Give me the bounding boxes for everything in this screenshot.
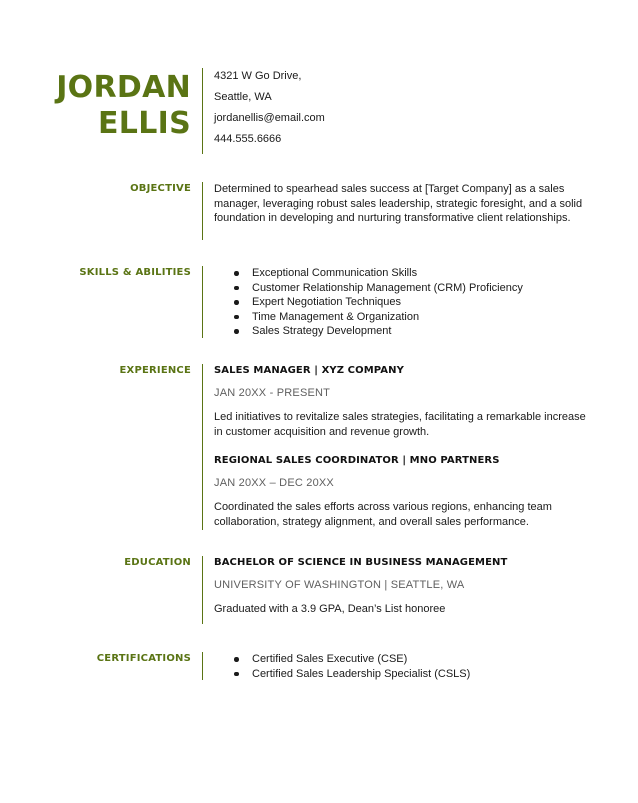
- education-section: [0, 556, 638, 626]
- name-block: [0, 70, 191, 142]
- skill-item: Customer Relationship Management (CRM) Proficiency: [252, 281, 586, 296]
- skills-label: SKILLS & ABILITIES: [79, 267, 191, 278]
- objective-text: Determined to spearhead sales success at [Target Company] as a sales manager, leveraging robust sales leadership, strategic foresight, and a solid foundation in developing and nurturing transformative client relationships.: [214, 183, 583, 224]
- experience-divider: [202, 364, 203, 530]
- header-divider: [202, 68, 203, 154]
- job-entry: [214, 454, 586, 530]
- last-name: ELLIS: [98, 106, 191, 141]
- contact-phone[interactable]: 444.555.6666: [214, 133, 282, 145]
- experience-section: [0, 364, 638, 532]
- job-description: Coordinated the sales efforts across various regions, enhancing team collaboration, strategy alignment, and overall sales performance.: [214, 501, 552, 528]
- contact-email[interactable]: jordanellis@email.com: [214, 112, 325, 124]
- certifications-section: [0, 652, 638, 682]
- education-entry: [214, 556, 586, 617]
- certifications-label-wrap: [0, 653, 191, 664]
- certifications-label: CERTIFICATIONS: [96, 653, 191, 664]
- certification-item: Certified Sales Leadership Specialist (CSLS): [252, 667, 586, 682]
- skills-divider: [202, 266, 203, 338]
- certifications-divider: [202, 652, 203, 680]
- certifications-list-wrap: [214, 652, 586, 681]
- job-title: SALES MANAGER | XYZ COMPANY: [214, 365, 404, 376]
- objective-label-wrap: [0, 183, 191, 194]
- experience-label-wrap: [0, 365, 191, 376]
- certification-item: Certified Sales Executive (CSE): [252, 652, 586, 667]
- skills-list-wrap: [214, 266, 586, 339]
- skills-list: [214, 266, 586, 339]
- education-divider: [202, 556, 203, 624]
- job-dates: JAN 20XX - PRESENT: [214, 387, 331, 399]
- school-name: UNIVERSITY OF WASHINGTON | SEATTLE, WA: [214, 579, 465, 591]
- objective-label: OBJECTIVE: [130, 183, 191, 194]
- skills-section: [0, 266, 638, 340]
- skill-item: Exceptional Communication Skills: [252, 266, 586, 281]
- skill-item: Sales Strategy Development: [252, 324, 586, 339]
- education-label: EDUCATION: [124, 557, 191, 568]
- first-name: JORDAN: [56, 70, 191, 105]
- certifications-list: [214, 652, 586, 681]
- job-dates: JAN 20XX – DEC 20XX: [214, 477, 334, 489]
- job-title: REGIONAL SALES COORDINATOR | MNO PARTNERS: [214, 455, 500, 466]
- contact-block: [214, 66, 586, 150]
- job-entry: [214, 364, 586, 440]
- experience-label: EXPERIENCE: [119, 365, 191, 376]
- contact-street: 4321 W Go Drive,: [214, 70, 302, 82]
- skill-item: Time Management & Organization: [252, 310, 586, 325]
- header-section: [0, 68, 638, 156]
- contact-city: Seattle, WA: [214, 91, 272, 103]
- education-label-wrap: [0, 557, 191, 568]
- degree-title: BACHELOR OF SCIENCE IN BUSINESS MANAGEMENT: [214, 557, 508, 568]
- job-description: Led initiatives to revitalize sales strategies, facilitating a remarkable increase in customer acquisition and revenue growth.: [214, 411, 586, 438]
- objective-section: [0, 182, 638, 242]
- objective-divider: [202, 182, 203, 240]
- skills-label-wrap: [0, 267, 191, 278]
- skill-item: Expert Negotiation Techniques: [252, 295, 586, 310]
- education-note: Graduated with a 3.9 GPA, Dean’s List honoree: [214, 603, 446, 615]
